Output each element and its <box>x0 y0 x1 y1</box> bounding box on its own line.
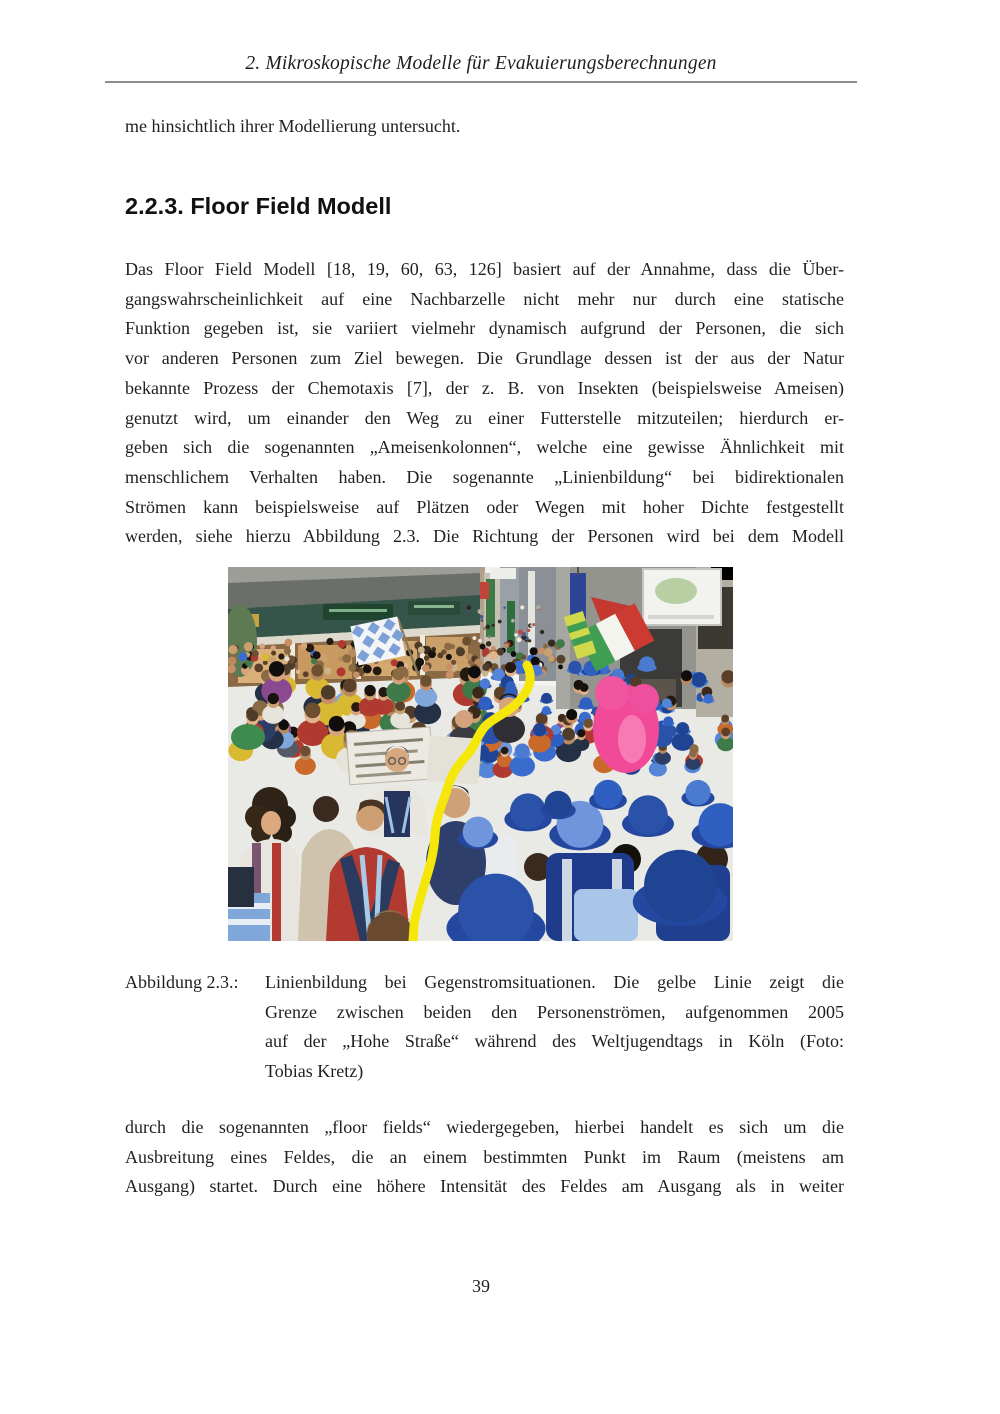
text-line: menschlichem Verhalten haben. Die sogenannte „Linienbildung“ bei bidirektionalen <box>125 466 844 487</box>
caption-text <box>265 968 844 1087</box>
paragraph-floor-field <box>125 255 844 552</box>
text-line: geben sich die sogenannten „Ameisenkolonnen“, welche eine gewisse Ähnlichkeit mit <box>125 437 844 458</box>
crowd-photo-illustration <box>228 567 733 941</box>
text-line: gangswahrscheinlichkeit auf eine Nachbarzelle nicht mehr nur durch eine statische <box>125 288 844 309</box>
text-line: Tobias Kretz) <box>265 1061 364 1082</box>
text-line: bekannte Prozess der Chemotaxis [7], der z. B. von Insekten (beispielsweise Ameisen) <box>125 377 844 398</box>
text-line: Ausgang) startet. Durch eine höhere Intensität des Feldes am Ausgang als in weiter <box>125 1176 844 1197</box>
text-line: genutzt wird, um einander den Weg zu einer Futterstelle mitzuteilen; hierdurch er- <box>125 407 844 428</box>
text-line: Funktion gegeben ist, sie variiert vielmehr dynamisch aufgrund der Personen, die sich <box>125 318 844 339</box>
paragraph-floor-fields <box>125 1113 844 1202</box>
figure-caption <box>125 968 844 1087</box>
intro-text-line: me hinsichtlich ihrer Modellierung untersucht. <box>125 116 461 136</box>
running-header: 2. Mikroskopische Modelle für Evakuierungsberechnungen <box>245 53 717 74</box>
caption-label: Abbildung 2.3.: <box>125 972 239 992</box>
text-line: Das Floor Field Modell [18, 19, 60, 63, 126] basiert auf der Annahme, dass die Über- <box>125 259 844 279</box>
text-line: vor anderen Personen zum Ziel bewegen. Die Grundlage dessen ist der aus der Natur <box>125 348 844 369</box>
section-heading: 2.2.3. Floor Field Modell <box>125 193 392 219</box>
header-rule <box>105 81 857 83</box>
text-line: werden, siehe hierzu Abbildung 2.3. Die Richtung der Personen wird bei dem Modell <box>125 526 844 547</box>
text-line: Strömen kann beispielsweise auf Plätzen oder Wegen mit hoher Dichte festgestellt <box>125 496 844 517</box>
text-line: durch die sogenannten „floor fields“ wiedergegeben, hierbei handelt es sich um die <box>125 1117 844 1137</box>
text-line: Grenze zwischen beiden den Personenströmen, aufgenommen 2005 <box>265 1001 844 1022</box>
pink-balloon <box>593 676 659 773</box>
text-line: Ausbreitung eines Feldes, die an einem bestimmten Punkt im Raum (meistens am <box>125 1146 844 1167</box>
figure-photo <box>228 567 733 941</box>
text-line: Linienbildung bei Gegenstromsituationen. Die gelbe Linie zeigt die <box>265 972 844 992</box>
text-line: auf der „Hohe Straße“ während des Weltjugendtags in Köln (Foto: <box>265 1031 844 1052</box>
page-number: 39 <box>472 1276 490 1296</box>
